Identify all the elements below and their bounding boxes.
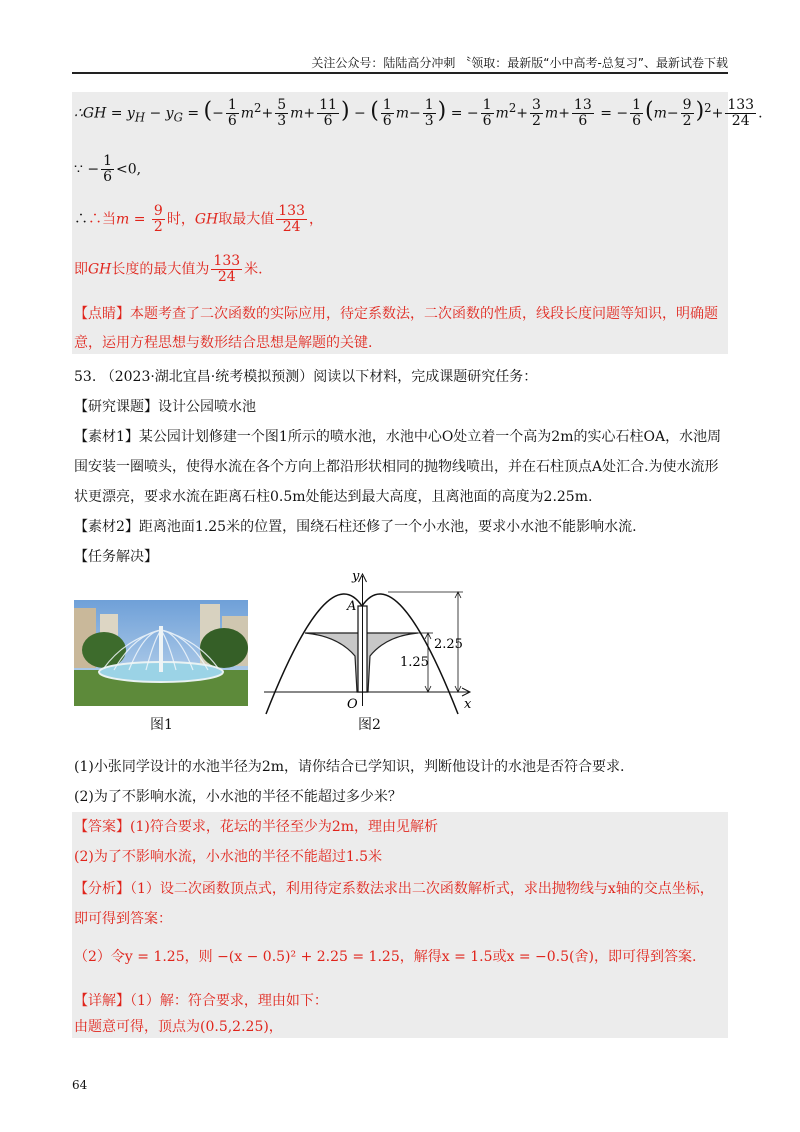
figure-2-caption: 图2 xyxy=(358,717,381,733)
header-rule xyxy=(72,72,728,74)
therefore-line: ∴∴当m = $\frac{9}{2}$ 时，GH取最大值 $\frac{133}{24}$ ， xyxy=(74,203,323,235)
analysis-line-1: 【分析】（1）设二次函数顶点式，利用待定系数法求出二次函数解析式，求出抛物线与x轴的交点坐标， xyxy=(74,881,714,897)
material-2: 【素材2】距离池面1.25米的位置，围绕石柱还修了一个小水池，要求小水池不能影响水流. xyxy=(74,519,637,535)
x-axis-label: x xyxy=(464,697,472,712)
answer-line-1: 【答案】(1)符合要求，花坛的半径至少为2m，理由见解析 xyxy=(74,819,439,835)
answer-line-2: (2)为了不影响水流，小水池的半径不能超过1.5米 xyxy=(74,849,383,865)
figure-1-caption: 图1 xyxy=(150,717,173,733)
analysis-line-2: 即可得到答案： xyxy=(74,911,172,927)
page-number: 64 xyxy=(72,1078,88,1092)
height-2-25-label: 2.25 xyxy=(434,637,463,652)
right-parabola xyxy=(362,594,458,714)
because-line: ∵ − $\frac{1}{6}$ <0, xyxy=(74,153,142,185)
question-2: (2)为了不影响水流，小水池的半径不能超过多少米？ xyxy=(74,789,402,805)
research-topic: 【研究课题】设计公园喷水池 xyxy=(74,399,256,415)
material-1-line-2: 围安装一圈喷头，使得水流在各个方向上都沿形状相同的抛物线喷出，并在石柱顶点A处汇合.为使水流形 xyxy=(74,459,719,475)
height-1-25-label: 1.25 xyxy=(400,655,429,670)
gh-equation: ∴GH = $y_H - y_G$ = (− $\frac{1}{6}$ $m^2+$ $\frac{5}{3}$ m+ $\frac{11}{6}$ ) − ( $\frac{1}{6}$ m− $\frac{1}{3}$ ) = − $\frac{1}{6}$ $m^2+$ $\frac{3}{2}$ m+ $\frac{13}{6}$ = − $\frac{1}{6}$ (m− $\frac{9}{2}$ )$^2$+ $\frac{133}{24}$ . xyxy=(74,97,763,129)
analysis-line-3: （2）令y = 1.25，则 −(x − 0.5)² + 2.25 = 1.25，解得x = 1.5或x = −0.5(舍)，即可得到答案. xyxy=(74,949,697,965)
page-header: 关注公众号：陆陆高分冲刺 〝领取：最新版“小中高考-总复习”、最新试卷下载 xyxy=(311,56,728,70)
detail-line-2: 由题意可得，顶点为(0.5,2.25)， xyxy=(74,1019,283,1035)
comment-line-1: 【点睛】本题考查了二次函数的实际应用，待定系数法，二次函数的性质，线段长度问题等知识，明确题 xyxy=(74,306,718,322)
material-1-line-1: 【素材1】某公园计划修建一个图1所示的喷水池，水池中心O处立着一个高为2m的实心石柱OA，水池周 xyxy=(74,429,722,445)
task-label: 【任务解决】 xyxy=(74,549,158,565)
detail-line-1: 【详解】（1）解：符合要求，理由如下： xyxy=(74,993,328,1009)
comment-line-2: 意，运用方程思想与数形结合思想是解题的关键. xyxy=(74,335,373,351)
problem-source: 53. （2023·湖北宜昌·统考模拟预测）阅读以下材料，完成课题研究任务： xyxy=(74,369,538,385)
y-axis-label: y xyxy=(352,569,360,584)
point-a-label: A xyxy=(347,599,357,614)
max-length-line: 即GH长度的最大值为 $\frac{133}{24}$ 米. xyxy=(74,253,263,285)
origin-label: O xyxy=(347,697,358,712)
fountain-photo xyxy=(74,600,248,706)
question-1: (1)小张同学设计的水池半径为2m，请你结合已学知识，判断他设计的水池是否符合要求. xyxy=(74,759,625,775)
figure-2-diagram xyxy=(258,566,480,716)
material-1-line-3: 状更漂亮，要求水流在距离石柱0.5m处能达到最大高度，且离池面的高度为2.25m. xyxy=(74,489,593,505)
